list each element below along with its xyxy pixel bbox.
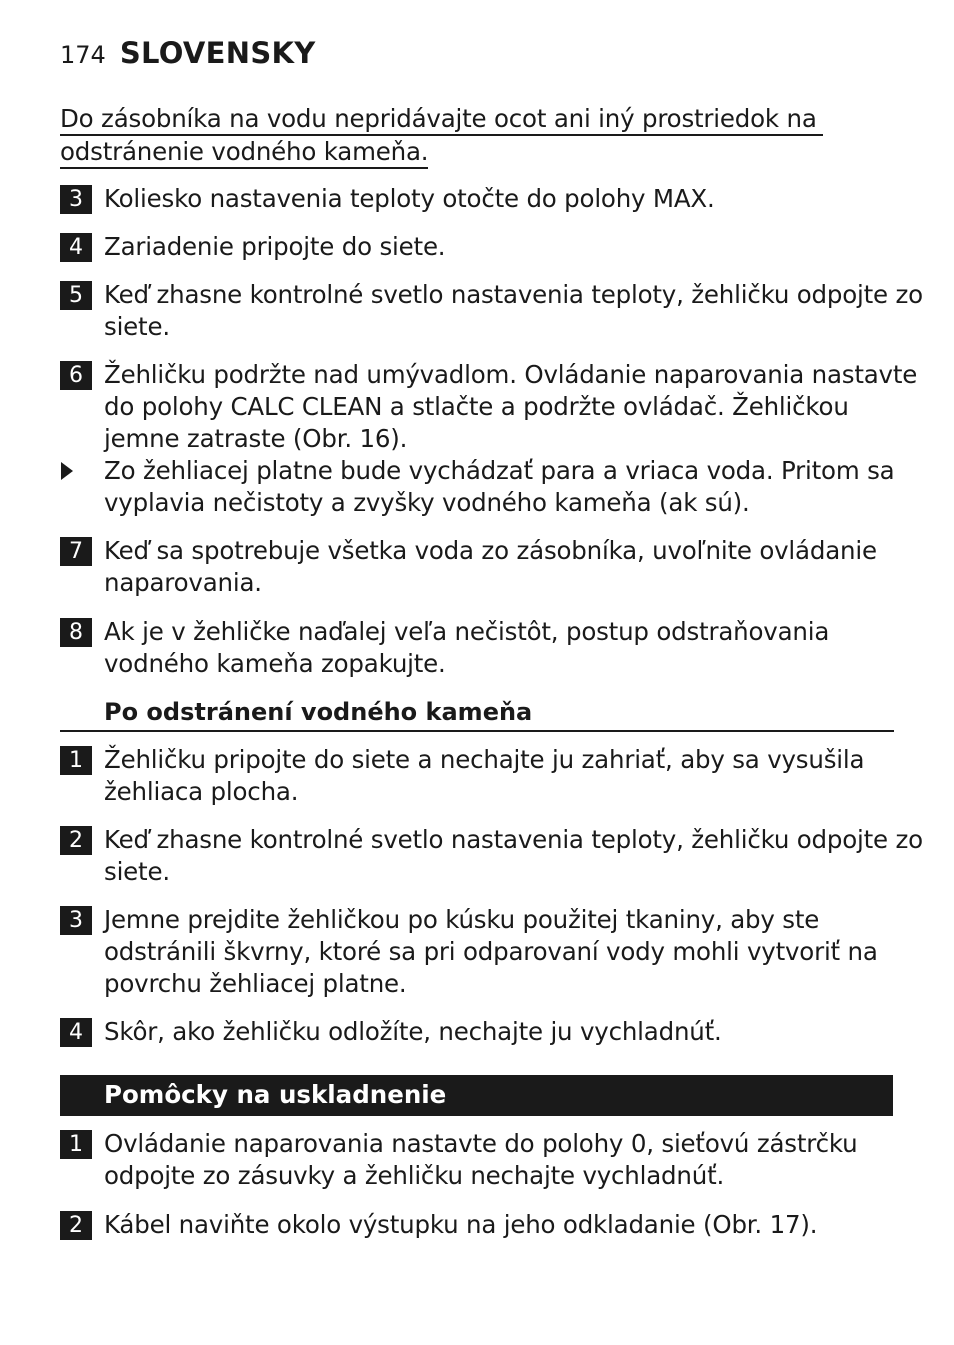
step-number-badge: 4 bbox=[60, 233, 92, 262]
step-text-line: Keď sa spotrebuje všetka voda zo zásobníka, uvoľnite ovládanie bbox=[104, 536, 877, 565]
step-number-badge: 1 bbox=[60, 746, 92, 775]
step-number-badge: 1 bbox=[60, 1130, 92, 1159]
step-number-badge: 8 bbox=[60, 618, 92, 647]
subsection-title: Po odstránení vodného kameňa bbox=[104, 698, 533, 726]
section-title: Pomôcky na uskladnenie bbox=[104, 1080, 447, 1109]
language-heading: SLOVENSKY bbox=[119, 36, 316, 70]
step-text-line: Kábel naviňte okolo výstupku na jeho odkladanie (Obr. 17). bbox=[104, 1210, 818, 1239]
result-text-line: Zo žehliacej platne bude vychádzať para a vriaca voda. Pritom sa bbox=[104, 456, 895, 485]
step-text-line: Ovládanie naparovania nastavte do polohy 0, sieťovú zástrčku bbox=[104, 1129, 858, 1158]
step-text-line: žehliaca plocha. bbox=[104, 777, 299, 806]
step-text-line: odpojte zo zásuvky a žehličku nechajte vychladnúť. bbox=[104, 1161, 725, 1190]
result-text-line: vyplavia nečistoty a zvyšky vodného kameňa (ak sú). bbox=[104, 488, 750, 517]
section-header-bar bbox=[60, 1075, 893, 1116]
step-text-line: do polohy CALC CLEAN a stlačte a podržte ovládač. Žehličkou bbox=[104, 392, 849, 421]
step-number-badge: 7 bbox=[60, 537, 92, 566]
step-number-badge: 2 bbox=[60, 1211, 92, 1240]
step-number-badge: 4 bbox=[60, 1018, 92, 1047]
step-number-badge: 3 bbox=[60, 906, 92, 935]
step-text-line: vodného kameňa zopakujte. bbox=[104, 649, 446, 678]
warning-line-2: odstránenie vodného kameňa. bbox=[60, 137, 429, 166]
step-number-badge: 6 bbox=[60, 361, 92, 390]
warning-line-1: Do zásobníka na vodu nepridávajte ocot ani iný prostriedok na bbox=[60, 104, 817, 133]
step-text-line: naparovania. bbox=[104, 568, 262, 597]
step-text-line: siete. bbox=[104, 312, 170, 341]
step-text-line: Koliesko nastavenia teploty otočte do polohy MAX. bbox=[104, 184, 715, 213]
step-text-line: Keď zhasne kontrolné svetlo nastavenia teploty, žehličku odpojte zo bbox=[104, 825, 923, 854]
step-text-line: povrchu žehliacej platne. bbox=[104, 969, 407, 998]
step-text-line: Žehličku pripojte do siete a nechajte ju zahriať, aby sa vysušila bbox=[104, 745, 865, 774]
step-number-badge: 5 bbox=[60, 281, 92, 310]
page-number: 174 bbox=[60, 41, 106, 69]
triangle-bullet-icon bbox=[61, 462, 73, 480]
step-number-badge: 2 bbox=[60, 826, 92, 855]
step-text-line: Keď zhasne kontrolné svetlo nastavenia teploty, žehličku odpojte zo bbox=[104, 280, 923, 309]
page-header bbox=[60, 36, 316, 72]
step-text-line: odstránili škvrny, ktoré sa pri odparovaní vody mohli vytvoriť na bbox=[104, 937, 878, 966]
step-text-line: Ak je v žehličke naďalej veľa nečistôt, postup odstraňovania bbox=[104, 617, 830, 646]
step-text-line: Zariadenie pripojte do siete. bbox=[104, 232, 446, 261]
step-text-line: siete. bbox=[104, 857, 170, 886]
step-number-badge: 3 bbox=[60, 185, 92, 214]
step-text-line: Jemne prejdite žehličkou po kúsku použitej tkaniny, aby ste bbox=[104, 905, 820, 934]
step-text-line: Žehličku podržte nad umývadlom. Ovládanie naparovania nastavte bbox=[104, 360, 918, 389]
step-text-line: Skôr, ako žehličku odložíte, nechajte ju vychladnúť. bbox=[104, 1017, 722, 1046]
subsection-divider bbox=[60, 730, 894, 732]
step-text-line: jemne zatraste (Obr. 16). bbox=[104, 424, 408, 453]
